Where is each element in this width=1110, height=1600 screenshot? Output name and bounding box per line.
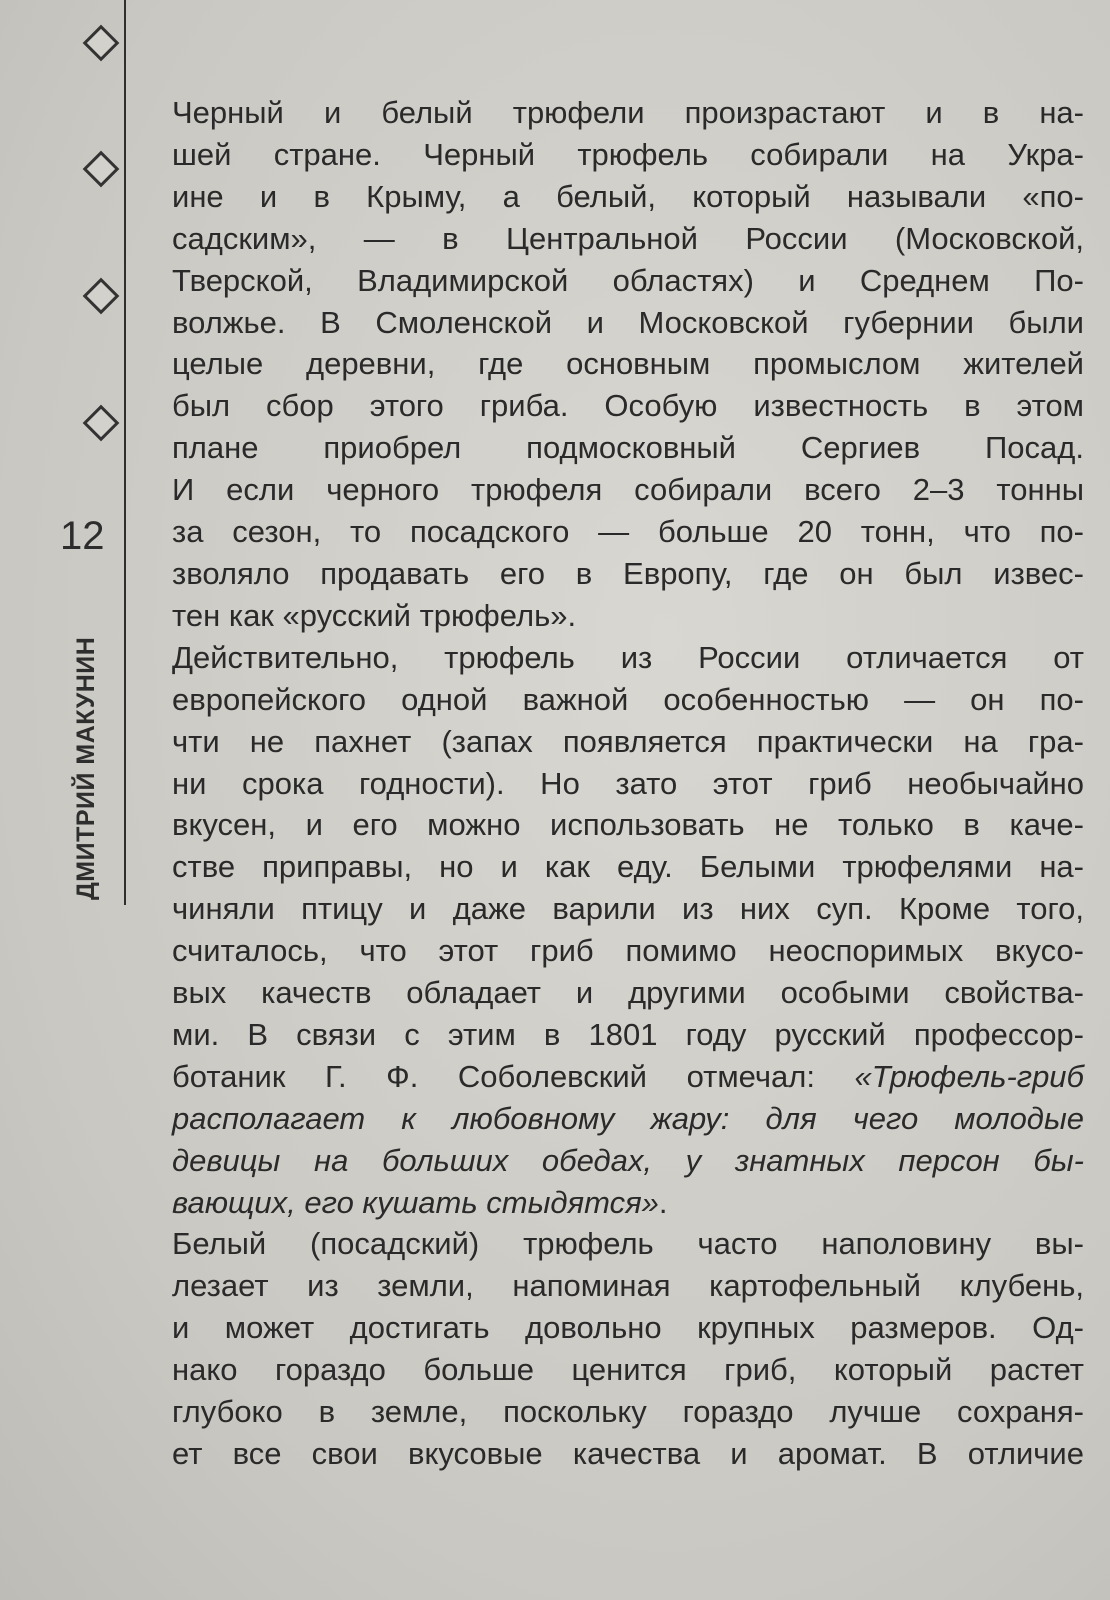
text-line — [172, 721, 1084, 763]
text-line — [172, 1307, 1084, 1349]
text-line — [172, 679, 1084, 721]
diamond-ornament-icon — [83, 151, 120, 188]
line-text: ни срока годности). Но зато этот гриб необычайно — [172, 765, 1084, 801]
line-text: ине и в Крыму, а белый, который называли «по- — [172, 178, 1084, 214]
text-line — [172, 888, 1084, 930]
quote-text: «Трюфель-гриб — [854, 1058, 1084, 1094]
text-line — [172, 260, 1084, 302]
text-line — [172, 637, 1084, 679]
line-text: за сезон, то посадского — больше 20 тонн, что по- — [172, 514, 1084, 550]
diamond-ornament-icon — [83, 278, 120, 315]
line-text: был сбор этого гриба. Особую известность в этом — [172, 388, 1084, 424]
diamond-ornament-icon — [83, 405, 120, 442]
text-line — [172, 846, 1084, 888]
line-text: стве приправы, но и как еду. Белыми трюфелями на- — [172, 849, 1084, 885]
line-text: Белый (посадский) трюфель часто наполовину вы- — [172, 1226, 1084, 1262]
page-number: 12 — [60, 514, 105, 558]
text-line — [172, 385, 1084, 427]
text-line — [172, 763, 1084, 805]
text-line — [172, 1223, 1084, 1265]
margin-rule — [124, 0, 126, 905]
text-line — [172, 1098, 1084, 1140]
diamond-ornament-icon — [83, 25, 120, 62]
running-head-author: ДМИТРИЙ МАКУНИН — [72, 636, 100, 900]
text-line — [172, 930, 1084, 972]
text-line — [172, 1182, 1084, 1224]
line-text: ет все свои вкусовые качества и аромат. В отличие — [172, 1436, 1084, 1471]
quote-text: располагает к любовному жару: для чего молодые — [172, 1100, 1084, 1136]
text-line — [172, 1349, 1084, 1391]
text-line — [172, 1265, 1084, 1307]
line-text: И если черного трюфеля собирали всего 2–3 тонны — [172, 472, 1084, 508]
line-text: плане приобрел подмосковный Сергиев Посад. — [172, 430, 1084, 466]
text-line — [172, 511, 1084, 553]
text-line — [172, 595, 1084, 637]
text-line — [172, 972, 1084, 1014]
line-text: вкусен, и его можно использовать не только в каче- — [172, 807, 1084, 843]
line-text: и может достигать довольно крупных размеров. Од- — [172, 1310, 1084, 1346]
line-text: тен как «русский трюфель». — [172, 597, 577, 633]
line-text: Черный и белый трюфели произрастают и в на- — [172, 95, 1084, 130]
text-line — [172, 1433, 1084, 1475]
line-text: шей стране. Черный трюфель собирали на Укра- — [172, 136, 1084, 172]
line-text: ми. В связи с этим в 1801 году русский профессор- — [172, 1016, 1084, 1052]
text-line — [172, 469, 1084, 511]
text-line — [172, 1140, 1084, 1182]
text-line — [172, 343, 1084, 385]
text-line — [172, 553, 1084, 595]
line-text: лезает из земли, напоминая картофельный клубень, — [172, 1268, 1084, 1304]
text-line — [172, 92, 1084, 134]
line-text: целые деревни, где основным промыслом жителей — [172, 346, 1084, 382]
line-text: садским», — в Центральной России (Московской, — [172, 220, 1084, 256]
text-line — [172, 302, 1084, 344]
line-text: вых качеств обладает и другими особыми свойства- — [172, 975, 1084, 1011]
line-text: считалось, что этот гриб помимо неоспоримых вкусо- — [172, 933, 1084, 969]
line-text: Тверской, Владимирской областях) и Среднем По- — [172, 262, 1084, 298]
line-text: чти не пахнет (запах появляется практически на гра- — [172, 723, 1084, 759]
text-line — [172, 176, 1084, 218]
text-line — [172, 1056, 1084, 1098]
line-text: нако гораздо больше ценится гриб, который растет — [172, 1352, 1084, 1388]
line-text: Действительно, трюфель из России отличается от — [172, 639, 1084, 675]
quote-text: девицы на больших обедах, у знатных персон бы- — [172, 1142, 1084, 1178]
text-line — [172, 1391, 1084, 1433]
line-text: зволяло продавать его в Европу, где он был извес- — [172, 555, 1084, 591]
text-line — [172, 134, 1084, 176]
text-line — [172, 1014, 1084, 1056]
line-text: чиняли птицу и даже варили из них суп. Кроме того, — [172, 891, 1084, 927]
line-text: глубоко в земле, поскольку гораздо лучше сохраня- — [172, 1394, 1084, 1430]
line-text: . — [658, 1184, 668, 1220]
line-text: европейского одной важной особенностью — он по- — [172, 681, 1084, 717]
line-text: волжье. В Смоленской и Московской губернии были — [172, 304, 1084, 340]
line-text: ботаник Г. Ф. Соболевский отмечал: — [172, 1058, 855, 1094]
text-line — [172, 804, 1084, 846]
quote-text: вающих, его кушать стыдятся» — [172, 1184, 659, 1220]
text-line — [172, 218, 1084, 260]
text-line — [172, 427, 1084, 469]
body-text — [172, 92, 1084, 1475]
